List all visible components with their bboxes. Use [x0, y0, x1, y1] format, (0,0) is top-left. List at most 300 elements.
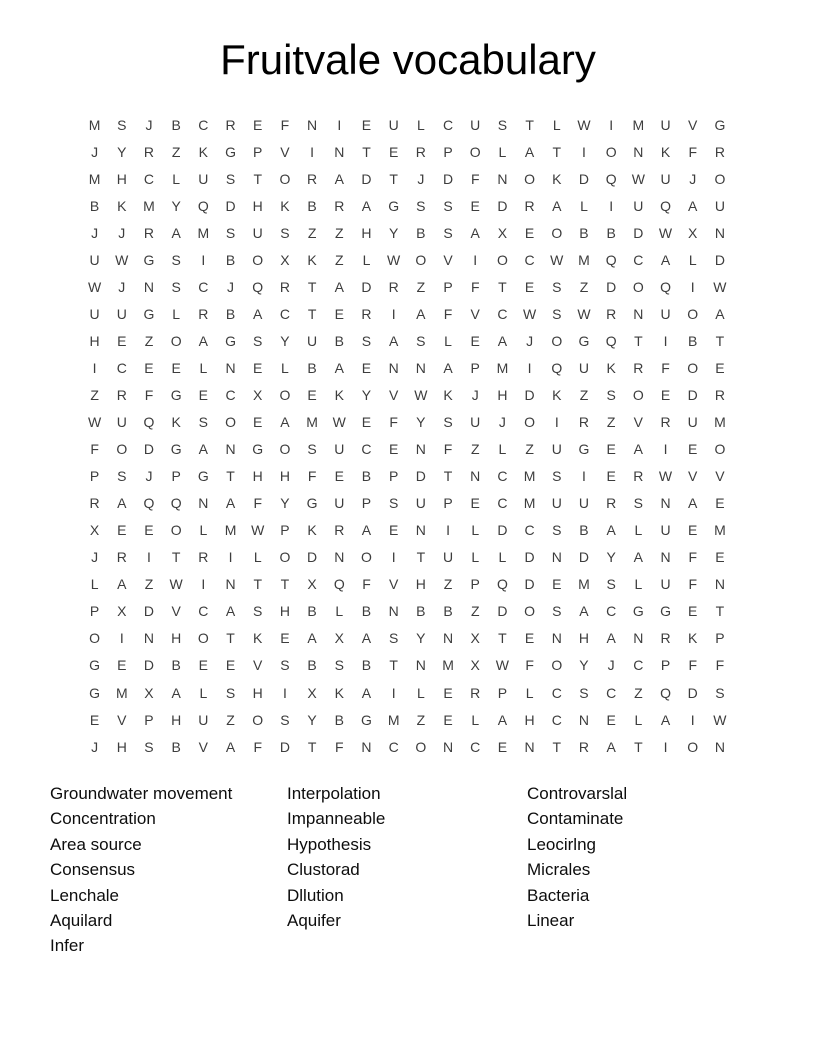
grid-letter: M — [442, 657, 454, 674]
grid-letter: T — [226, 468, 235, 485]
grid-letter: R — [198, 549, 209, 566]
word-item: Aquifer — [287, 910, 341, 930]
grid-letter: J — [607, 657, 615, 674]
grid-letter: U — [198, 170, 209, 187]
grid-letter: I — [228, 549, 233, 566]
grid-letter: S — [715, 684, 725, 701]
grid-letter: A — [117, 576, 127, 593]
grid-letter: K — [307, 522, 317, 539]
grid-letter: B — [579, 224, 589, 241]
grid-letter: F — [661, 359, 670, 376]
grid-letter: Q — [170, 495, 182, 512]
grid-letter: N — [578, 711, 590, 728]
grid-letter: D — [442, 170, 454, 187]
grid-letter: B — [225, 305, 236, 322]
grid-letter: O — [279, 441, 291, 458]
grid-letter: B — [89, 197, 100, 214]
grid-letter: R — [143, 143, 155, 160]
grid-letter: A — [416, 305, 426, 322]
grid-letter: Z — [606, 414, 616, 431]
grid-letter: U — [442, 549, 454, 566]
word-item: Clustorad — [287, 860, 360, 880]
grid-letter: E — [253, 414, 263, 431]
grid-letter: Q — [605, 251, 617, 268]
grid-letter: V — [388, 386, 399, 403]
grid-letter: O — [632, 278, 644, 295]
grid-letter: C — [633, 251, 644, 268]
grid-letter: T — [634, 332, 643, 349]
grid-letter: O — [714, 441, 726, 458]
grid-letter: O — [524, 603, 536, 620]
grid-letter: E — [225, 657, 236, 674]
word-item: Concentration — [50, 809, 156, 829]
grid-letter: E — [470, 332, 480, 349]
grid-letter: N — [660, 549, 671, 566]
grid-letter: Y — [171, 197, 181, 214]
grid-letter: T — [362, 143, 371, 160]
grid-letter: T — [498, 278, 507, 295]
grid-letter: X — [307, 684, 317, 701]
grid-letter: S — [388, 495, 399, 512]
grid-letter: E — [117, 522, 127, 539]
grid-letter: N — [714, 738, 725, 755]
grid-letter: Y — [416, 630, 426, 647]
word-list-column — [527, 781, 767, 933]
grid-letter: E — [334, 305, 344, 322]
grid-letter: N — [198, 495, 209, 512]
grid-letter: G — [225, 332, 236, 349]
grid-letter: X — [470, 630, 480, 647]
grid-letter: S — [552, 522, 562, 539]
grid-letter: R — [334, 522, 345, 539]
grid-letter: A — [225, 495, 236, 512]
grid-letter: W — [332, 414, 346, 431]
grid-letter: U — [660, 522, 671, 539]
grid-letter: T — [389, 657, 398, 674]
grid-letter: P — [443, 143, 453, 160]
grid-letter: A — [443, 359, 453, 376]
grid-letter: S — [416, 332, 426, 349]
grid-letter: Q — [333, 576, 345, 593]
grid-letter: H — [415, 576, 426, 593]
grid-letter: P — [715, 630, 725, 647]
grid-letter: T — [715, 332, 725, 349]
grid-letter: Z — [470, 441, 480, 458]
grid-letter: E — [606, 441, 616, 458]
grid-letter: T — [389, 170, 398, 187]
grid-letter: R — [524, 197, 535, 214]
grid-letter: E — [524, 224, 535, 241]
grid-letter: J — [145, 116, 153, 133]
grid-letter: K — [117, 197, 127, 214]
grid-letter: T — [171, 549, 181, 566]
grid-letter: N — [633, 630, 644, 647]
grid-letter: N — [388, 359, 399, 376]
grid-letter: E — [470, 197, 480, 214]
grid-letter: O — [170, 522, 182, 539]
grid-letter: P — [89, 603, 100, 620]
grid-letter: S — [416, 197, 426, 214]
grid-letter: K — [171, 414, 181, 431]
grid-letter: N — [551, 549, 562, 566]
grid-letter: S — [497, 116, 508, 133]
grid-letter: A — [633, 441, 644, 458]
grid-letter: D — [143, 441, 155, 458]
grid-letter: U — [551, 495, 562, 512]
grid-letter: J — [526, 332, 534, 349]
grid-letter: R — [578, 738, 590, 755]
grid-letter: F — [90, 441, 99, 458]
grid-letter: H — [171, 630, 182, 647]
grid-letter: L — [416, 116, 425, 133]
grid-letter: A — [171, 224, 181, 241]
grid-letter: N — [225, 576, 236, 593]
grid-letter: K — [253, 630, 263, 647]
grid-letter: E — [361, 116, 372, 133]
grid-letter: B — [416, 224, 426, 241]
grid-letter: F — [443, 441, 453, 458]
grid-letter: M — [632, 116, 645, 133]
grid-letter: C — [606, 684, 617, 701]
grid-letter: T — [416, 549, 426, 566]
grid-letter: E — [144, 522, 154, 539]
grid-letter: K — [688, 630, 698, 647]
grid-letter: C — [524, 251, 535, 268]
grid-letter: N — [415, 441, 426, 458]
grid-letter: A — [225, 603, 236, 620]
grid-letter: H — [252, 468, 263, 485]
grid-letter: Q — [197, 197, 209, 214]
grid-letter: Q — [605, 170, 617, 187]
grid-letter: A — [334, 278, 344, 295]
grid-letter: W — [631, 170, 645, 187]
grid-letter: T — [307, 738, 317, 755]
word-item: Lenchale — [50, 885, 120, 905]
grid-letter: Y — [388, 224, 399, 241]
grid-letter: T — [280, 576, 290, 593]
grid-letter: E — [552, 576, 562, 593]
grid-letter: P — [497, 684, 508, 701]
grid-letter: S — [198, 414, 209, 431]
grid-letter: F — [688, 576, 697, 593]
grid-letter: G — [714, 116, 726, 133]
grid-letter: O — [170, 332, 182, 349]
grid-letter: M — [88, 116, 101, 133]
grid-letter: C — [606, 603, 617, 620]
grid-letter: P — [388, 468, 399, 485]
grid-letter: H — [497, 386, 508, 403]
grid-letter: F — [253, 495, 262, 512]
grid-letter: R — [334, 197, 345, 214]
grid-letter: A — [361, 684, 372, 701]
grid-letter: J — [498, 414, 506, 431]
grid-letter: Z — [307, 224, 317, 241]
grid-letter: Z — [335, 224, 344, 241]
grid-letter: K — [443, 386, 453, 403]
grid-letter: Z — [144, 332, 154, 349]
grid-letter: V — [253, 657, 263, 674]
grid-letter: Z — [579, 386, 589, 403]
grid-letter: T — [443, 468, 453, 485]
grid-letter: A — [470, 224, 480, 241]
grid-letter: U — [551, 441, 562, 458]
grid-letter: S — [117, 468, 127, 485]
grid-letter: O — [361, 549, 372, 566]
grid-letter: I — [609, 116, 614, 133]
grid-letter: V — [388, 576, 399, 593]
grid-letter: S — [552, 278, 562, 295]
grid-letter: M — [496, 359, 509, 376]
grid-letter: L — [525, 684, 534, 701]
grid-letter: O — [279, 386, 291, 403]
grid-letter: J — [471, 386, 479, 403]
grid-letter: X — [117, 603, 127, 620]
grid-letter: R — [660, 630, 671, 647]
grid-letter: I — [391, 549, 396, 566]
grid-letter: R — [470, 684, 481, 701]
grid-letter: U — [714, 197, 725, 214]
grid-letter: O — [605, 143, 617, 160]
grid-letter: Y — [416, 414, 426, 431]
grid-letter: E — [524, 630, 535, 647]
grid-letter: E — [715, 495, 725, 512]
grid-letter: E — [361, 359, 372, 376]
grid-letter: O — [89, 630, 101, 647]
grid-letter: T — [715, 603, 725, 620]
grid-letter: A — [198, 332, 209, 349]
grid-letter: N — [497, 170, 508, 187]
grid-letter: L — [634, 522, 643, 539]
grid-letter: F — [525, 657, 534, 674]
grid-letter: B — [171, 738, 181, 755]
grid-letter: A — [524, 143, 535, 160]
grid-letter: R — [89, 495, 100, 512]
grid-letter: Q — [660, 684, 671, 701]
grid-letter: Z — [171, 143, 181, 160]
grid-letter: T — [253, 170, 262, 187]
grid-letter: X — [280, 251, 290, 268]
grid-letter: F — [443, 305, 453, 322]
grid-letter: E — [497, 738, 508, 755]
grid-letter: B — [307, 359, 317, 376]
word-search-grid — [81, 111, 734, 760]
grid-letter: A — [606, 630, 616, 647]
grid-letter: T — [552, 738, 562, 755]
grid-letter: H — [279, 603, 290, 620]
grid-letter: B — [171, 116, 181, 133]
grid-letter: M — [714, 522, 726, 539]
grid-letter: O — [714, 170, 726, 187]
grid-letter: D — [279, 738, 290, 755]
grid-letter: K — [552, 386, 562, 403]
grid-letter: R — [116, 549, 127, 566]
grid-letter: N — [660, 495, 671, 512]
grid-letter: O — [225, 414, 236, 431]
grid-letter: F — [144, 386, 154, 403]
grid-letter: R — [116, 386, 127, 403]
grid-letter: L — [688, 251, 697, 268]
grid-letter: O — [524, 414, 536, 431]
grid-letter: Z — [634, 684, 643, 701]
grid-letter: V — [198, 738, 209, 755]
grid-letter: C — [497, 495, 508, 512]
grid-letter: I — [147, 549, 151, 566]
grid-letter: E — [688, 603, 698, 620]
grid-letter: D — [714, 251, 725, 268]
grid-letter: S — [334, 657, 344, 674]
grid-letter: Q — [496, 576, 508, 593]
grid-letter: U — [116, 414, 127, 431]
grid-letter: G — [225, 143, 236, 160]
grid-letter: F — [688, 143, 697, 160]
grid-letter: G — [578, 332, 590, 349]
grid-letter: N — [143, 278, 155, 295]
grid-letter: A — [388, 332, 399, 349]
grid-letter: L — [253, 549, 262, 566]
grid-letter: X — [144, 684, 154, 701]
grid-letter: L — [199, 359, 208, 376]
grid-letter: O — [496, 251, 508, 268]
grid-letter: N — [388, 603, 399, 620]
grid-letter: O — [524, 170, 536, 187]
grid-letter: I — [582, 143, 586, 160]
grid-letter: U — [334, 495, 345, 512]
grid-letter: D — [578, 170, 590, 187]
grid-letter: P — [470, 359, 480, 376]
grid-letter: Q — [660, 197, 671, 214]
grid-letter: A — [497, 711, 508, 728]
grid-letter: C — [470, 738, 481, 755]
word-item: Micrales — [527, 860, 591, 880]
grid-letter: D — [633, 224, 644, 241]
grid-letter: J — [91, 549, 99, 566]
grid-letter: W — [713, 278, 727, 295]
grid-letter: E — [688, 522, 698, 539]
word-item: Leocirlng — [527, 834, 596, 854]
grid-letter: M — [197, 224, 210, 241]
grid-letter: C — [279, 305, 290, 322]
grid-letter: Z — [335, 251, 344, 268]
grid-letter: U — [470, 116, 481, 133]
grid-letter: G — [89, 657, 101, 674]
grid-letter: G — [170, 386, 182, 403]
grid-letter: N — [225, 359, 236, 376]
grid-letter: E — [443, 684, 453, 701]
grid-letter: H — [578, 630, 590, 647]
grid-letter: S — [225, 224, 236, 241]
grid-letter: M — [306, 414, 318, 431]
grid-letter: A — [117, 495, 127, 512]
word-item: Dllution — [287, 885, 344, 905]
grid-letter: R — [198, 305, 209, 322]
grid-letter: E — [280, 630, 290, 647]
grid-letter: A — [660, 711, 671, 728]
grid-letter: L — [335, 603, 344, 620]
grid-letter: R — [143, 224, 155, 241]
grid-letter: M — [143, 197, 155, 214]
grid-letter: O — [279, 549, 291, 566]
grid-letter: V — [171, 603, 181, 620]
grid-letter: S — [144, 738, 154, 755]
grid-letter: D — [361, 278, 372, 295]
grid-letter: O — [551, 224, 563, 241]
grid-letter: T — [253, 576, 262, 593]
grid-letter: U — [687, 414, 698, 431]
grid-letter: Y — [307, 711, 317, 728]
grid-letter: E — [606, 711, 616, 728]
grid-letter: A — [334, 359, 344, 376]
grid-letter: E — [334, 468, 344, 485]
grid-letter: A — [334, 170, 344, 187]
grid-letter: E — [688, 441, 698, 458]
grid-letter: H — [524, 711, 535, 728]
word-item: Hypothesis — [287, 834, 372, 854]
grid-letter: E — [307, 386, 317, 403]
grid-letter: G — [306, 495, 318, 512]
grid-letter: R — [361, 305, 372, 322]
word-item: Contaminate — [527, 809, 624, 829]
grid-letter: U — [89, 305, 100, 322]
grid-letter: J — [118, 224, 126, 241]
grid-letter: X — [334, 630, 344, 647]
grid-letter: O — [252, 251, 264, 268]
grid-letter: I — [92, 359, 97, 376]
grid-letter: H — [116, 170, 127, 187]
grid-letter: S — [443, 224, 453, 241]
grid-letter: O — [252, 711, 264, 728]
grid-letter: A — [633, 549, 644, 566]
grid-letter: I — [201, 251, 206, 268]
grid-letter: A — [361, 197, 372, 214]
grid-letter: D — [687, 684, 698, 701]
grid-letter: S — [117, 116, 127, 133]
grid-letter: M — [387, 711, 400, 728]
grid-letter: J — [145, 468, 153, 485]
grid-letter: I — [201, 576, 206, 593]
grid-letter: T — [226, 630, 235, 647]
grid-letter: W — [550, 251, 564, 268]
grid-letter: D — [225, 197, 236, 214]
grid-letter: R — [225, 116, 236, 133]
grid-letter: A — [660, 251, 671, 268]
grid-letter: V — [688, 116, 698, 133]
grid-letter: F — [688, 549, 697, 566]
grid-letter: S — [171, 278, 181, 295]
grid-letter: C — [225, 386, 236, 403]
grid-letter: L — [362, 251, 371, 268]
grid-letter: E — [198, 386, 209, 403]
grid-letter: L — [172, 170, 181, 187]
grid-letter: M — [115, 684, 128, 701]
grid-letter: N — [551, 630, 562, 647]
grid-letter: L — [199, 522, 208, 539]
grid-letter: Q — [252, 278, 264, 295]
grid-letter: N — [442, 630, 454, 647]
grid-letter: E — [144, 359, 154, 376]
grid-letter: X — [89, 522, 100, 539]
grid-letter: S — [253, 332, 263, 349]
grid-letter: R — [578, 414, 590, 431]
grid-letter: S — [253, 603, 263, 620]
grid-letter: W — [522, 305, 537, 322]
grid-letter: I — [391, 684, 396, 701]
grid-letter: E — [171, 359, 181, 376]
grid-letter: I — [473, 251, 478, 268]
grid-letter: E — [388, 522, 399, 539]
grid-letter: F — [335, 738, 344, 755]
grid-letter: N — [442, 738, 454, 755]
grid-letter: K — [334, 684, 344, 701]
